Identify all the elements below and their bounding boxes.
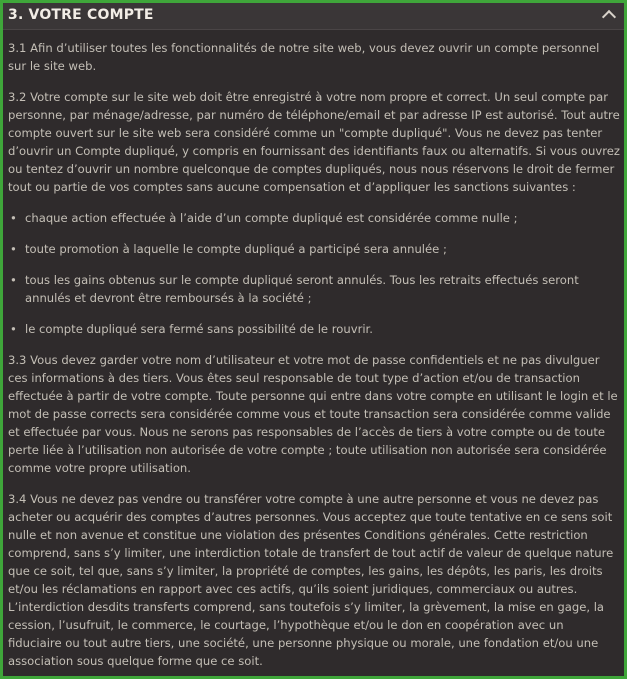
bullet-icon: • bbox=[10, 211, 17, 225]
bullet-icon: • bbox=[10, 273, 17, 287]
list-item-text: chaque action effectuée à l’aide d’un compte dupliqué est considérée comme nulle ; bbox=[25, 211, 518, 225]
paragraph-3-1: 3.1 Afin d’utiliser toutes les fonctionnalités de notre site web, vous devez ouvrir un compte personnel sur le site web. bbox=[8, 41, 600, 73]
list-item-text: le compte dupliqué sera fermé sans possibilité de le rouvrir. bbox=[25, 322, 373, 336]
chevron-up-icon[interactable] bbox=[602, 10, 616, 24]
list-item bbox=[8, 320, 620, 338]
bullet-icon: • bbox=[10, 242, 17, 256]
list-item bbox=[8, 209, 620, 227]
list-item-text: toute promotion à laquelle le compte dupliqué a participé sera annulée ; bbox=[25, 242, 447, 256]
list-item bbox=[8, 271, 620, 307]
paragraph-3-2: 3.2 Votre compte sur le site web doit être enregistré à votre nom propre et correct. Un seul compte par personne, par ménage/adresse, par numéro de téléphone/email et par adresse IP est autorisé. Tout autre compte ouvert sur le site web sera considéré comme un "compte dupliqué". Vous ne devez pas tenter d’ouvrir un Compte dupliqué, y compris en fournissant des identifiants faux ou alternatifs. Si vous ouvrez ou tentez d’ouvrir un nombre quelconque de comptes dupliqués, nous nous réservons le droit de fermer tout ou partie de vos comptes sans aucune compensation et d’appliquer les sanctions suivantes : bbox=[8, 90, 620, 194]
list-item bbox=[8, 240, 620, 258]
paragraph-3-3: 3.3 Vous devez garder votre nom d’utilisateur et votre mot de passe confidentiels et ne pas divulguer ces informations à des tiers. Vous êtes seul responsable de tout type d’action et/ou de transaction effectuée à partir de votre compte. Toute personne qui entre dans votre compte en utilisant le login et le mot de passe corrects sera considérée comme vous et toute transaction sera considérée comme valide et effectuée par vous. Nous ne serons pas responsables de l’accès de tiers à votre compte ou de toute perte liée à l’utilisation non autorisée de votre compte ; toute utilisation non autorisée sera considérée comme votre propre utilisation. bbox=[8, 353, 618, 475]
list-item-text: tous les gains obtenus sur le compte dupliqué seront annulés. Tous les retraits effectués seront annulés et devront être remboursés à la société ; bbox=[25, 273, 579, 305]
paragraph-3-4: 3.4 Vous ne devez pas vendre ou transférer votre compte à une autre personne et vous ne devez pas acheter ou acquérir des comptes d’autres personnes. Vous acceptez que toute tentative en ce sens soit nulle et non avenue et constitue une violation des présentes Conditions générales. Cette restriction comprend, sans s’y limiter, une interdiction totale de transfert de tout actif de valeur de quelque nature que ce soit, tel que, sans s’y limiter, la propriété de comptes, les gains, les dépôts, les paris, les droits et/ou les réclamations en rapport avec ces actifs, qu’ils soient juridiques, commerciaux ou autres. L’interdiction desdits transferts comprend, sans toutefois s’y limiter, la grèvement, la mise en gage, la cession, l’usufruit, le commerce, le courtage, l’hypothèque et/ou le don en coopération avec un fiduciaire ou tout autre tiers, une société, une personne physique ou morale, une fondation et/ou une association sous quelque forme que ce soit. bbox=[8, 492, 614, 668]
section-title: 3. VOTRE COMPTE bbox=[8, 7, 154, 23]
section-header[interactable] bbox=[3, 3, 624, 30]
bullet-icon: • bbox=[10, 322, 17, 336]
section-body bbox=[8, 39, 620, 679]
